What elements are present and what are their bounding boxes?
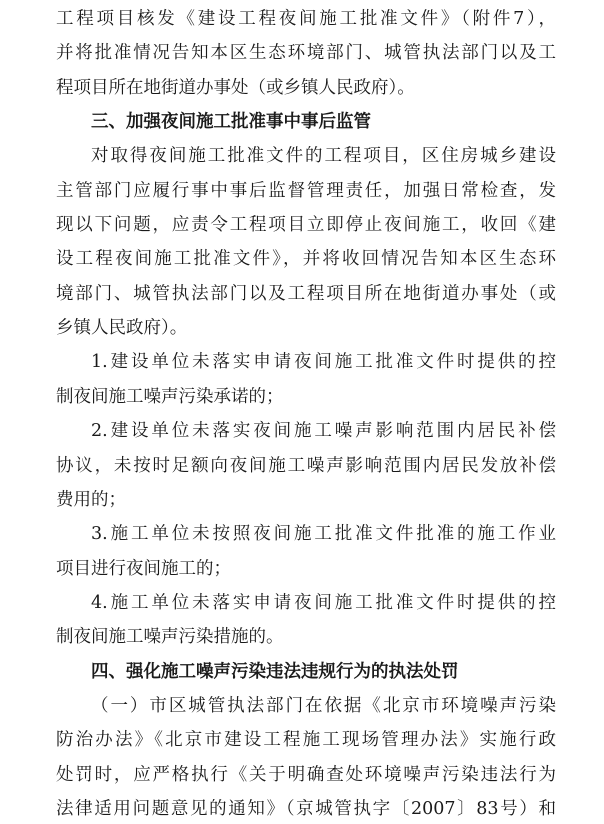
text-line: 主管部门应履行事中事后监督管理责任，加强日常检查，发	[56, 181, 556, 201]
text-line: 处罚时，应严格执行《关于明确查处环境噪声污染违法行为	[56, 765, 556, 785]
text-line: 工程项目核发《建设工程夜间施工批准文件》（附件7），	[56, 9, 556, 29]
text-line: 法律适用问题意见的通知》（京城管执字〔2007〕83号）和	[56, 799, 556, 819]
list-item-2: 2.建设单位未落实夜间施工噪声影响范围内居民补偿	[91, 421, 556, 441]
list-item-4-cont: 制夜间施工噪声污染措施的。	[56, 627, 284, 647]
list-item-3: 3.施工单位未按照夜间施工批准文件批准的施工作业	[91, 524, 556, 544]
list-item-2-cont: 费用的；	[56, 490, 126, 510]
list-item-1-cont: 制夜间施工噪声污染承诺的；	[56, 387, 284, 407]
section-heading-3: 三、加强夜间施工批准事中事后监管	[91, 112, 371, 132]
text-line: 并将批准情况告知本区生态环境部门、城管执法部门以及工	[56, 43, 556, 63]
section-heading-4: 四、强化施工噪声污染违法违规行为的执法处罚	[91, 662, 459, 682]
list-item-2-cont: 协议，未按时足额向夜间施工噪声影响范围内居民发放补偿	[56, 456, 556, 476]
list-item-4: 4.施工单位未落实申请夜间施工批准文件时提供的控	[91, 593, 556, 613]
text-line: 防治办法》《北京市建设工程施工现场管理办法》实施行政	[56, 730, 556, 750]
text-line: （一）市区城管执法部门在依据《北京市环境噪声污染	[91, 696, 556, 716]
list-item-1: 1.建设单位未落实申请夜间施工批准文件时提供的控	[91, 352, 556, 372]
text-line: 对取得夜间施工批准文件的工程项目，区住房城乡建设	[91, 146, 556, 166]
text-line: 程项目所在地街道办事处（或乡镇人民政府）。	[56, 78, 415, 98]
text-line: 乡镇人民政府）。	[56, 318, 188, 338]
text-line: 设工程夜间施工批准文件》，并将收回情况告知本区生态环	[56, 249, 556, 269]
text-line: 境部门、城管执法部门以及工程项目所在地街道办事处（或	[56, 284, 556, 304]
list-item-3-cont: 项目进行夜间施工的；	[56, 559, 231, 579]
text-line: 现以下问题，应责令工程项目立即停止夜间施工，收回《建	[56, 215, 556, 235]
